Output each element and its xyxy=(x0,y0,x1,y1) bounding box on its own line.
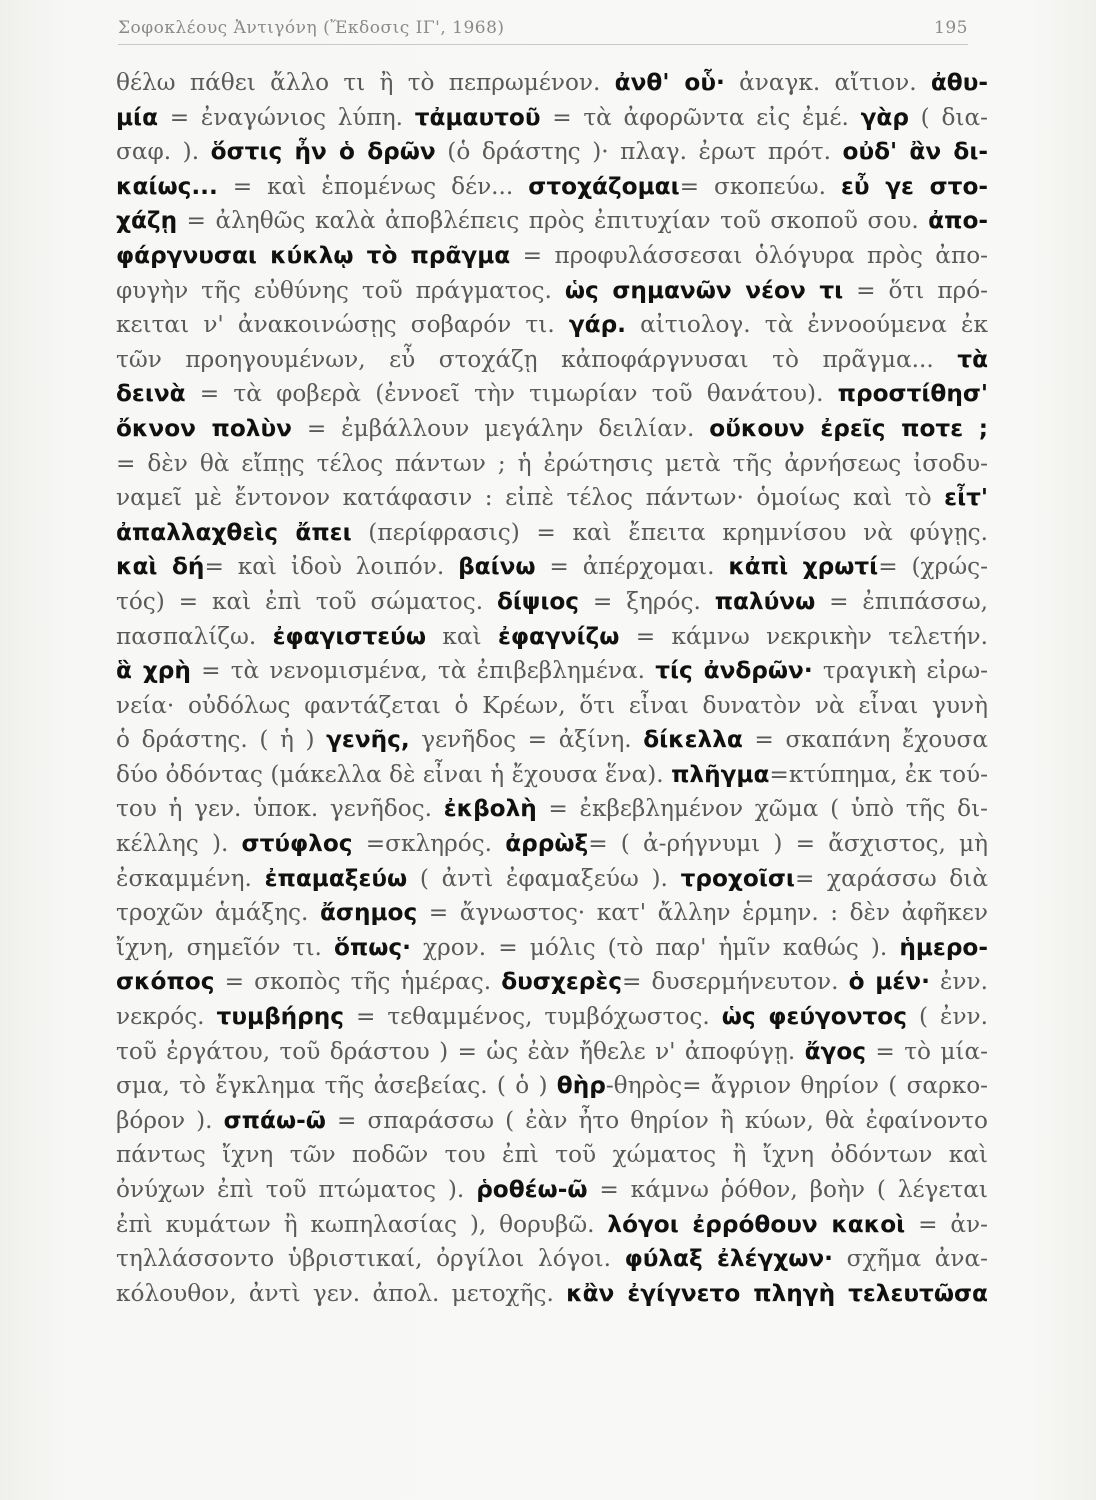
gloss-text: = κάμνω νεκρικὴν τελετήν. xyxy=(619,622,988,650)
text-line xyxy=(116,135,988,170)
lemma-term: ἀρρὼξ xyxy=(505,830,589,858)
gloss-text: σχῆμα ἀνα- xyxy=(833,1245,988,1273)
gloss-text: ἐσκαμμένη. xyxy=(116,864,265,892)
lemma-term: ἀπο- xyxy=(928,207,988,235)
lemma-term: ἀθυ- xyxy=(930,69,988,96)
lemma-term: ὡς φεύγοντος xyxy=(721,1003,907,1031)
text-line xyxy=(116,1069,988,1104)
gloss-text: φυγὴν τῆς εὐθύνης τοῦ πράγματος. xyxy=(116,276,565,304)
commentary-text xyxy=(116,66,988,1476)
gloss-text: τῶν προηγουμένων, εὖ στοχάζῃ κἀποφάργνυσαι τὸ πρᾶγμα... xyxy=(116,345,958,373)
gloss-text: = καὶ ἑπομένως δέν... xyxy=(217,172,529,200)
text-line xyxy=(116,101,988,136)
gloss-text: πασπαλίζω. xyxy=(116,622,273,650)
gloss-text: = (χρώς- xyxy=(878,553,988,581)
lemma-term: ἃ χρὴ xyxy=(116,657,191,685)
text-line xyxy=(116,1035,988,1070)
lemma-term: ἐκβολὴ xyxy=(443,795,537,823)
lemma-term: τἀμαυτοῦ xyxy=(414,103,541,131)
lemma-term: καίως... xyxy=(116,172,218,200)
lemma-term: οὐδ' ἂν δι- xyxy=(842,138,988,166)
text-line xyxy=(116,931,988,966)
gloss-text: = τὰ ἀφορῶντα εἰς ἐμέ. xyxy=(540,103,861,131)
gloss-text: τροχῶν ἁμάξης. xyxy=(116,899,320,927)
text-line xyxy=(116,585,988,620)
text-line xyxy=(116,204,988,239)
text-line xyxy=(116,1000,988,1035)
gloss-text: = ἄγνωστος· κατ' ἄλλην ἑρμην. : δὲν ἀφῆκεν xyxy=(417,899,988,927)
text-line xyxy=(116,896,988,931)
lemma-term: ἀνθ' οὗ· xyxy=(614,69,725,96)
text-line xyxy=(116,654,988,689)
gloss-text: θέλω πάθει ἄλλο τι ἢ τὸ πεπρωμένον. xyxy=(116,69,615,96)
gloss-text: = τὰ φοβερὰ (ἐννοεῖ τὴν τιμωρίαν τοῦ θανάτου). xyxy=(185,380,838,408)
lemma-term: παλύνω xyxy=(714,587,816,615)
text-line xyxy=(116,1173,988,1208)
lemma-term: βαίνω xyxy=(458,553,536,581)
text-line xyxy=(116,170,988,205)
lemma-term: ῥοθέω-ῶ xyxy=(476,1176,588,1203)
lemma-term: ἐπαμαξεύω xyxy=(264,864,408,892)
gloss-text: ναμεῖ μὲ ἔντονον κατάφασιν : εἰπὲ τέλος πάντων· ὁμοίως καὶ τὸ xyxy=(116,484,945,512)
lemma-term: τροχοῖσι xyxy=(680,864,795,892)
lemma-term: στοχάζομαι xyxy=(528,172,680,200)
text-line xyxy=(116,723,988,758)
lemma-term: πλῆγμα xyxy=(671,760,770,788)
gloss-text: = ὅτι πρό- xyxy=(843,276,988,304)
gloss-text: τηλλάσσοντο ὑβριστικαί, ὀργίλοι λόγοι. xyxy=(116,1245,625,1273)
gloss-text: = δὲν θὰ εἴπῃς τέλος πάντων ; ἡ ἐρώτησις μετὰ τῆς ἀρνήσεως ἰσοδυ- xyxy=(116,449,988,477)
text-line xyxy=(116,1208,988,1243)
gloss-text: = ἐκβεβλημένον χῶμα ( ὑπὸ τῆς δι- xyxy=(536,795,988,823)
gloss-text: ( δια- xyxy=(908,103,988,131)
gloss-text: τός) = καὶ ἐπὶ τοῦ σώματος. xyxy=(116,587,497,615)
gloss-text: = τὸ μία- xyxy=(866,1037,988,1065)
gloss-text: ὁ δράστης. ( ἡ ) xyxy=(116,726,327,754)
text-line xyxy=(116,239,988,274)
lemma-term: οὔκουν ἐρεῖς ποτε ; xyxy=(709,414,988,442)
lemma-term: ὡς σημανῶν νέον τι xyxy=(564,276,844,304)
gloss-text: = ἀν- xyxy=(905,1210,988,1238)
lemma-term: εἶτ' xyxy=(944,484,988,512)
text-line xyxy=(116,550,988,585)
lemma-term: ὁ μέν· xyxy=(848,968,930,996)
gloss-text: = κάμνω ῥόθον, βοὴν ( λέγεται xyxy=(587,1176,988,1203)
gloss-text: = ἀληθῶς καλὰ ἀποβλέπεις πρὸς ἐπιτυχίαν τοῦ σκοποῦ σου. xyxy=(177,207,929,235)
gloss-text: =σκληρός. xyxy=(352,830,506,858)
text-line xyxy=(116,827,988,862)
gloss-text: τοῦ ἐργάτου, τοῦ δράστου ) = ὡς ἐὰν ἤθελε ν' ἀποφύγῃ. xyxy=(116,1037,805,1065)
lemma-term: κἀπὶ χρωτί xyxy=(728,553,879,581)
lemma-term: δυσχερὲς xyxy=(501,968,622,996)
gloss-text: νεκρός. xyxy=(116,1003,217,1031)
gloss-text: χρον. = μόλις (τὸ παρ' ἡμῖν καθώς ). xyxy=(410,933,900,961)
gloss-text: = σκοπὸς τῆς ἡμέρας. xyxy=(214,968,502,996)
gloss-text: τραγικὴ εἰρω- xyxy=(812,657,988,685)
text-line xyxy=(116,481,988,516)
lemma-term: γάρ. xyxy=(568,311,626,339)
lemma-term: κἂν ἐγίγνετο πληγὴ τελευτῶσα xyxy=(566,1279,988,1307)
lemma-term: σκόπος xyxy=(116,968,215,996)
text-line xyxy=(116,1104,988,1139)
lemma-term: γενῆς, xyxy=(326,726,410,754)
lemma-term: ὅστις ἦν ὁ δρῶν xyxy=(210,138,436,166)
gloss-text: = σκοπεύω. xyxy=(679,172,841,200)
gloss-text: = χαράσσω διὰ xyxy=(794,864,988,892)
gloss-text: = τεθαμμένος, τυμβόχωστος. xyxy=(344,1003,722,1031)
text-line xyxy=(116,1138,988,1173)
gloss-text: σμα, τὸ ἔγκλημα τῆς ἀσεβείας. ( ὁ ) xyxy=(116,1072,557,1100)
page-number: 195 xyxy=(934,18,968,38)
text-line xyxy=(116,412,988,447)
lemma-term: στύφλος xyxy=(241,830,353,858)
gloss-text: = τὰ νενομισμένα, τὰ ἐπιβεβλημένα. xyxy=(190,657,656,685)
gloss-text: = ξηρός. xyxy=(579,587,715,615)
gloss-text: (ὁ δράστης )· πλαγ. ἐρωτ πρότ. xyxy=(435,138,843,166)
lemma-term: ὄκνον πολὺν xyxy=(116,414,292,442)
gloss-text: -θηρὸς= ἄγριον θηρίον ( σαρκο- xyxy=(605,1072,988,1100)
lemma-term: ὅπως· xyxy=(333,933,411,961)
lemma-term: καὶ δή xyxy=(116,553,205,581)
text-line xyxy=(116,66,988,101)
lemma-term: προστίθησ' xyxy=(837,380,988,408)
text-line xyxy=(116,758,988,793)
gloss-text: = καὶ ἰδοὺ λοιπόν. xyxy=(204,553,459,581)
gloss-text: βόρον ). xyxy=(116,1106,224,1134)
text-line xyxy=(116,862,988,897)
gloss-text: κειται ν' ἀνακοινώσῃς σοβαρόν τι. xyxy=(116,311,569,339)
text-line xyxy=(116,343,988,378)
text-line xyxy=(116,1242,988,1277)
gloss-text: του ἡ γεν. ὑποκ. γενῆδος. xyxy=(116,795,444,823)
gloss-text: γενῆδος = ἀξίνη. xyxy=(409,726,644,754)
lemma-term: ἄσημος xyxy=(319,899,418,927)
gloss-text: νεία· οὐδόλως φαντάζεται ὁ Κρέων, ὅτι εἶναι δυνατὸν νὰ εἶναι γυνὴ xyxy=(116,691,988,719)
lemma-term: δεινὰ xyxy=(116,380,186,408)
gloss-text: = δυσερμήνευτον. xyxy=(621,968,849,996)
gloss-text: ( ἀντὶ ἐφαμαξεύω ). xyxy=(407,864,681,892)
gloss-text: (περίφρασις) = καὶ ἔπειτα κρημνίσου νὰ φύγῃς. xyxy=(351,518,988,546)
gloss-text: = σπαράσσω ( ἐὰν ἦτο θηρίον ἢ κύων, θὰ ἐφαίνοντο xyxy=(325,1106,988,1134)
text-line xyxy=(116,1277,988,1312)
lemma-term: εὖ γε στο- xyxy=(840,172,988,200)
gloss-text: πάντως ἴχνη τῶν ποδῶν του ἐπὶ τοῦ χώματος ἢ ἴχνη ὀδόντων καὶ xyxy=(116,1141,988,1169)
gloss-text: κόλουθον, ἀντὶ γεν. ἀπολ. μετοχῆς. xyxy=(116,1279,567,1307)
running-title: Σοφοκλέους Ἀντιγόνη (Ἔκδοσις ΙΓ', 1968) xyxy=(118,18,505,38)
gloss-text: ( ἐνν. xyxy=(906,1003,988,1031)
lemma-term: δίκελλα xyxy=(643,726,743,754)
gloss-text: ἐνν. xyxy=(929,968,988,996)
lemma-term: μία xyxy=(116,103,159,131)
gloss-text: = σκαπάνη ἔχουσα xyxy=(742,726,988,754)
lemma-term: ἐφαγιστεύω xyxy=(272,622,426,650)
gloss-text: = προφυλάσσεσαι ὁλόγυρα πρὸς ἀπο- xyxy=(510,241,988,269)
gloss-text: =κτύπημα, ἐκ τού- xyxy=(769,760,988,788)
gloss-text: = ἀπέρχομαι. xyxy=(535,553,729,581)
lemma-term: φάργνυσαι κύκλῳ τὸ πρᾶγμα xyxy=(116,241,511,269)
header-rule xyxy=(118,44,968,45)
lemma-term: λόγοι ἐρρόθουν κακοὶ xyxy=(607,1210,906,1238)
running-header xyxy=(118,10,968,44)
text-line xyxy=(116,620,988,655)
lemma-term: δίψιος xyxy=(496,587,580,615)
gloss-text: δύο ὀδόντας (μάκελλα δὲ εἶναι ἡ ἔχουσα ἕνα). xyxy=(116,760,672,788)
text-line xyxy=(116,792,988,827)
gloss-text: ἀναγκ. αἴτιον. xyxy=(724,69,931,96)
text-line xyxy=(116,274,988,309)
lemma-term: γὰρ xyxy=(860,103,909,131)
gloss-text: σαφ. ). xyxy=(116,138,211,166)
lemma-term: ἄγος xyxy=(804,1037,867,1065)
lemma-term: τίς ἀνδρῶν· xyxy=(655,657,813,685)
gloss-text: = ἐναγώνιος λύπη. xyxy=(158,103,415,131)
text-line xyxy=(116,689,988,724)
gloss-text: καὶ xyxy=(426,622,498,650)
gloss-text: = ἐπιπάσσω, xyxy=(815,587,988,615)
lemma-term: τὰ xyxy=(957,345,988,373)
gloss-text: ἴχνη, σημεῖόν τι. xyxy=(116,933,334,961)
lemma-term: σπάω-ῶ xyxy=(223,1106,326,1134)
gloss-text: αἰτιολογ. τὰ ἐννοούμενα ἐκ xyxy=(626,311,988,339)
gloss-text: ὀνύχων ἐπὶ τοῦ πτώματος ). xyxy=(116,1176,477,1203)
gloss-text: κέλλης ). xyxy=(116,830,242,858)
lemma-term: ἐφαγνίζω xyxy=(497,622,620,650)
lemma-term: τυμβήρης xyxy=(216,1003,345,1031)
text-line xyxy=(116,965,988,1000)
text-line xyxy=(116,516,988,551)
gloss-text: ἐπὶ κυμάτων ἢ κωπηλασίας ), θορυβῶ. xyxy=(116,1210,608,1238)
lemma-term: θὴρ xyxy=(556,1072,606,1100)
lemma-term: χάζῃ xyxy=(116,207,178,235)
gloss-text: = ἐμβάλλουν μεγάλην δειλίαν. xyxy=(291,414,710,442)
text-line xyxy=(116,308,988,343)
lemma-term: φύλαξ ἐλέγχων· xyxy=(624,1245,833,1273)
lemma-term: ἡμερο- xyxy=(899,933,988,961)
text-line xyxy=(116,447,988,482)
text-line xyxy=(116,377,988,412)
gloss-text: = ( ἀ-ρήγνυμι ) = ἄσχιστος, μὴ xyxy=(588,830,988,858)
lemma-term: ἀπαλλαχθεὶς ἄπει xyxy=(116,518,352,546)
